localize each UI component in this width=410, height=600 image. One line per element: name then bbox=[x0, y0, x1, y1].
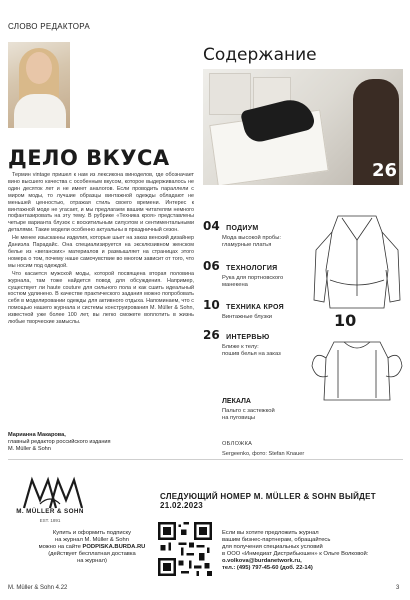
brand-name: M. MÜLLER & SOHN bbox=[16, 508, 84, 515]
toc-desc: Ближе к телу: пошив белья на заказ bbox=[222, 344, 281, 357]
toc-desc: Винтажные блузки bbox=[222, 314, 272, 320]
toc-number: 10 bbox=[203, 298, 220, 312]
contents-title: Содержание bbox=[203, 45, 317, 65]
editorial-text bbox=[8, 172, 194, 327]
subscription-info: Купить и оформить подписку на журнал M. Müller & Sohn можно на сайте PODPISKA.BURDA.RU (действует бесплатная доставка на журнал) bbox=[38, 530, 146, 564]
page-number: 3 bbox=[396, 585, 400, 591]
toc-section: ИНТЕРВЬЮ bbox=[226, 334, 270, 341]
partner-phone: тел.: (495) 797-45-60 (доб. 22-14) bbox=[222, 565, 313, 571]
blouse-sketch-bottom bbox=[312, 342, 402, 400]
qr-code-icon[interactable] bbox=[158, 522, 212, 576]
lekala-desc: Пальто с застежкой на пуговицы bbox=[222, 408, 275, 421]
blouse-sketch-top bbox=[314, 216, 400, 308]
editorial-paragraph: Термин vintage пришел к нам из лексикона виноделов, где обозначает вино высшего качества с особенным вкусом, которое выдерживалось не один десяток лет и не имеет аналогов. Если проводить параллели с миром моды, то лучшие образцы винтажной одежды обладают не меньшей ценностью, отражая стиль своего времени. Интерес к винтажной моде не угасает, и мы предлагаем вашим читателям немного пофантазировать на эту тему. В рубрике «Техника кроя» представлены четыре варианта блузок с воскитильным силуэтом и сентиментальными деталями. Такие модели особенно актуальны в праздничный сезон. bbox=[8, 172, 194, 234]
toc-item-podium[interactable] bbox=[203, 217, 307, 249]
editor-signature bbox=[8, 432, 111, 453]
toc-item-interview[interactable] bbox=[203, 326, 307, 358]
toc-section: ТЕХНИКА КРОЯ bbox=[226, 304, 284, 311]
toc-number: 06 bbox=[203, 259, 220, 273]
lekala-title: ЛЕКАЛА bbox=[222, 398, 251, 405]
editor-portrait bbox=[8, 42, 70, 128]
toc-number: 04 bbox=[203, 219, 220, 233]
toc-desc: Рука для портновского манекена bbox=[222, 275, 284, 288]
contents-photo bbox=[203, 69, 403, 185]
signature-company: M. Müller & Sohn bbox=[8, 446, 51, 452]
toc-section: ПОДИУМ bbox=[226, 225, 259, 232]
sketch-number: 10 bbox=[334, 311, 357, 330]
next-issue-notice: СЛЕДУЮЩИЙ НОМЕР M. MÜLLER & SOHN ВЫЙДЕТ 21.02.2023 bbox=[160, 492, 376, 510]
cover-credit: Sergeenko, фото: Stefan Knauer bbox=[222, 451, 305, 457]
editorial-paragraph: Не менее изысканны изделия, которые шьет на заказ венский дизайнер Даниэла Парадайс. Она специализируется на эксклюзивном женском белье из «веганских» материалов и размышляет на страницах этого номера о том, почему наше самочувствие во многом зависит от того, что мы носим под одеждой. bbox=[8, 235, 194, 269]
partner-email[interactable]: o.volkova@burdanetwork.ru, bbox=[222, 558, 302, 564]
editorial-paragraph: Что касается мужской моды, которой посвящена вторая половина журнала, там тоже найдется повод для обсуждения. Например, существует ли haute couture для сильного пола и как сшить идеальный костюм удлинено. В качестве практического задания можно попробовать себя в моделировании одежды для активного отдыха. Напоминаем, что с помощью нашего журнала и системы конструирования M. Müller & Sohn, известной уже более 100 лет, вы легко сможете воплотить в жизнь любые творческие замыслы. bbox=[8, 270, 194, 326]
signature-name: Марианна Макарова, bbox=[8, 432, 66, 438]
toc-number: 26 bbox=[203, 328, 220, 342]
photo-page-number: 26 bbox=[371, 160, 397, 181]
signature-role: главный редактор российского издания bbox=[8, 439, 111, 445]
section-label: СЛОВО РЕДАКТОРА bbox=[8, 22, 90, 31]
partner-info: Если вы хотите предложить журнал вашим бизнес-партнерам, обращайтесь для получения специальных условий в ООО «Инмедиат Дистрибьюшен» к Ольге Волковой: o.volkova@burdanetwork.ru, тел.: (495) 797-45-60 (доб. 22-14) bbox=[222, 530, 369, 571]
toc-item-technology[interactable] bbox=[203, 257, 307, 289]
page-footer-magazine: M. Müller & Sohn 4.22 bbox=[8, 585, 68, 591]
subscription-link[interactable]: PODPISKA.BURDA.RU bbox=[82, 544, 146, 550]
divider bbox=[8, 459, 403, 460]
toc-item-cutting[interactable] bbox=[203, 296, 307, 321]
brand-est: EST. 1891 bbox=[39, 518, 61, 523]
cover-label: ОБЛОЖКА bbox=[222, 441, 253, 447]
toc-desc: Мода высокой пробы: гламурные платья bbox=[222, 235, 281, 248]
blouse-sketches bbox=[308, 210, 406, 436]
editorial-title: ДЕЛО ВКУСА bbox=[8, 146, 170, 170]
toc-section: ТЕХНОЛОГИЯ bbox=[226, 265, 278, 272]
